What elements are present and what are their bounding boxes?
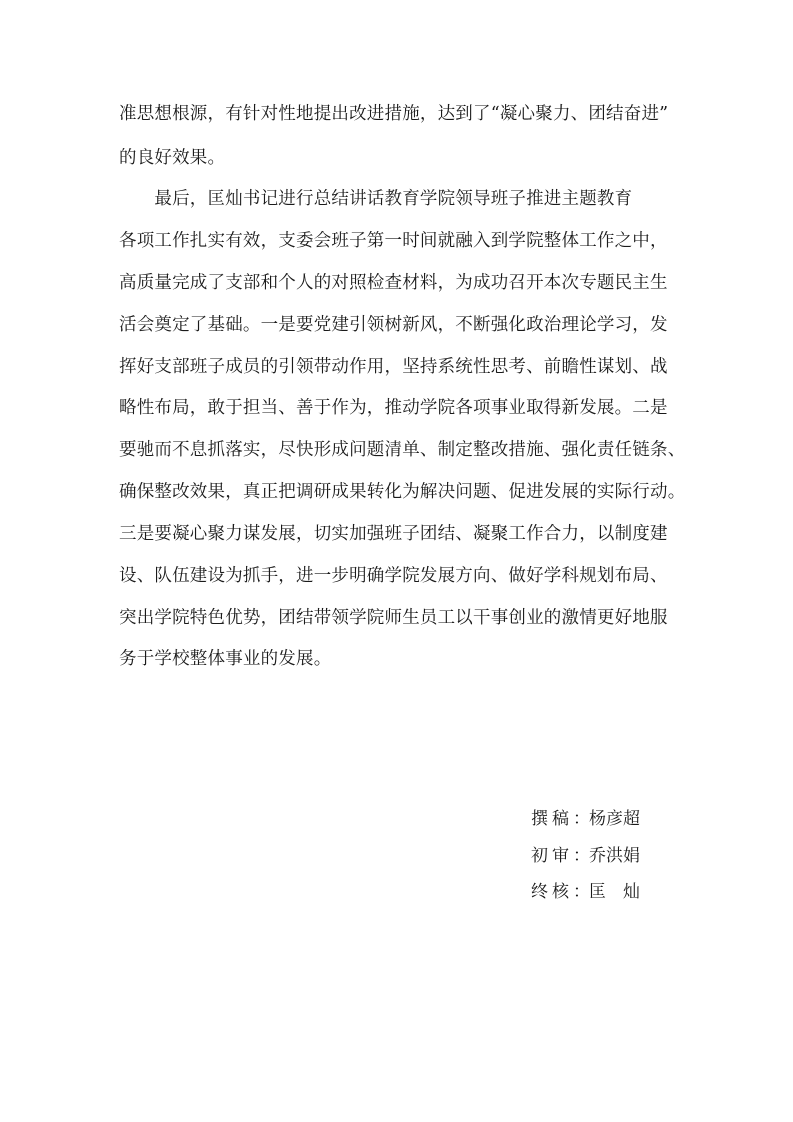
body-line-3: 最后，匡灿书记进行总结讲话教育学院领导班子推进主题教育: [119, 189, 633, 209]
body-line-4: 各项工作扎实有效，支委会班子第一时间就融入到学院整体工作之中，: [119, 231, 668, 251]
signature-label: 终核: [531, 882, 573, 902]
signature-label: 初审: [531, 846, 573, 866]
signature-drafter: 撰稿：杨彦超: [531, 809, 640, 829]
body-line-9: 要驰而不息抓落实，尽快形成问题清单、制定整改措施、强化责任链条、: [119, 440, 686, 460]
body-line-6: 活会奠定了基础。一是要党建引领树新风，不断强化政治理论学习，发: [119, 315, 668, 335]
signature-label: 撰稿: [531, 809, 573, 829]
body-line-7: 挥好支部班子成员的引领带动作用，坚持系统性思考、前瞻性谋划、战: [119, 357, 668, 377]
signature-name: 杨彦超: [589, 809, 640, 829]
body-line-14: 务于学校整体事业的发展。: [119, 649, 332, 669]
signature-final-reviewer: 终核：匡 灿: [531, 882, 640, 902]
signature-first-reviewer: 初审：乔洪娟: [531, 846, 640, 866]
body-line-13: 突出学院特色优势，团结带领学院师生员工以干事创业的激情更好地服: [119, 608, 668, 628]
body-line-10: 确保整改效果，真正把调研成果转化为解决问题、促进发展的实际行动。: [119, 482, 686, 502]
body-line-2: 的良好效果。: [119, 148, 226, 168]
body-line-12: 设、队伍建设为抓手，进一步明确学院发展方向、做好学科规划布局、: [119, 566, 668, 586]
body-line-8: 略性布局，敢于担当、善于作为，推动学院各项事业取得新发展。二是: [119, 398, 668, 418]
body-line-5: 高质量完成了支部和个人的对照检查材料，为成功召开本次专题民主生: [119, 273, 668, 293]
signature-name: 乔洪娟: [589, 846, 640, 866]
body-line-1: 准思想根源，有针对性地提出改进措施，达到了“凝心聚力、团结奋进”: [119, 104, 669, 124]
body-line-11: 三是要凝心聚力谋发展，切实加强班子团结、凝聚工作合力，以制度建: [119, 524, 668, 544]
signature-name: 匡 灿: [589, 882, 640, 902]
